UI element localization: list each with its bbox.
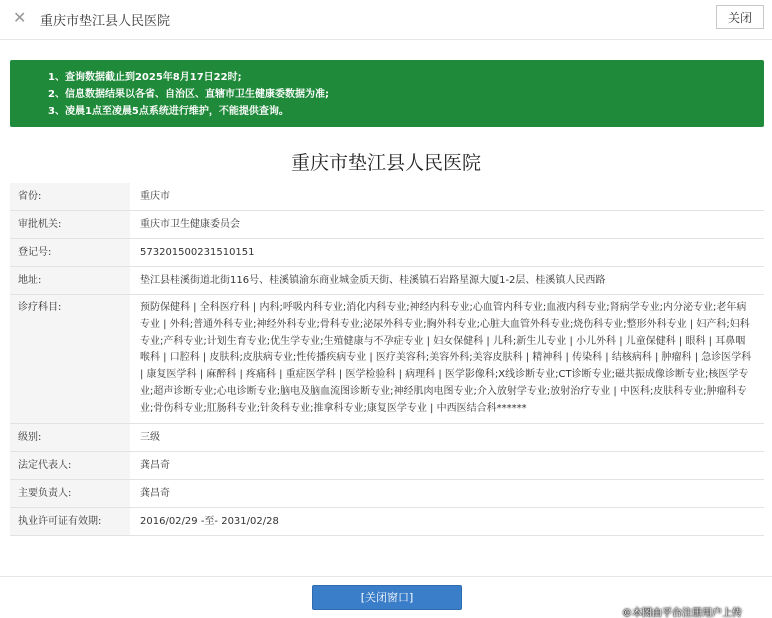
table-row <box>10 267 764 295</box>
field-label: 省份: <box>10 183 130 211</box>
notice-item: 2、信息数据结果以各省、自治区、直辖市卫生健康委数据为准; <box>48 89 329 100</box>
table-row <box>10 423 764 451</box>
table-row <box>10 183 764 211</box>
field-label: 法定代表人: <box>10 451 130 479</box>
notice-banner <box>10 60 764 127</box>
field-value: 重庆市 <box>130 183 764 211</box>
field-value: 重庆市卫生健康委员会 <box>130 211 764 239</box>
window-title: 重庆市垫江县人民医院 <box>40 14 171 29</box>
table-row <box>10 451 764 479</box>
hospital-info-table <box>10 183 764 536</box>
top-bar <box>0 0 772 40</box>
field-value: 573201500231510151 <box>130 239 764 267</box>
close-window-button[interactable]: [关闭窗口] <box>312 585 462 610</box>
page-title: 重庆市垫江县人民医院 <box>290 152 481 174</box>
table-row <box>10 507 764 535</box>
field-label: 主要负责人: <box>10 479 130 507</box>
field-label: 执业许可证有效期: <box>10 507 130 535</box>
field-label: 级别: <box>10 423 130 451</box>
field-label: 审批机关: <box>10 211 130 239</box>
field-label: 地址: <box>10 267 130 295</box>
field-value: 龚昌奇 <box>130 479 764 507</box>
field-label: 诊疗科目: <box>10 295 130 424</box>
close-icon[interactable]: ✕ <box>13 8 27 27</box>
field-value: 垫江县桂溪街道北街116号、桂溪镇渝东商业城金质天街、桂溪镇石岩路星源大厦1-2层、桂溪镇人民西路 <box>130 267 764 295</box>
field-label: 登记号: <box>10 239 130 267</box>
notice-item: 1、查询数据截止到2025年8月17日22时; <box>48 72 242 83</box>
bottom-bar <box>0 576 772 618</box>
upload-credit: ©本图由平台注册用户上传 <box>622 608 742 618</box>
field-value: 2016/02/29 -至- 2031/02/28 <box>130 507 764 535</box>
table-row <box>10 239 764 267</box>
table-row <box>10 295 764 424</box>
field-value: 龚昌奇 <box>130 451 764 479</box>
notice-item: 3、凌晨1点至凌晨5点系统进行维护，不能提供查询。 <box>48 106 289 117</box>
table-row <box>10 479 764 507</box>
field-value: 三级 <box>130 423 764 451</box>
close-button[interactable]: 关闭 <box>716 5 764 29</box>
table-row <box>10 211 764 239</box>
field-value: 预防保健科 | 全科医疗科 | 内科;呼吸内科专业;消化内科专业;神经内科专业;心血管内科专业;血液内科专业;肾病学专业;内分泌专业;老年病专业 | 外科;普通外科专业;神经外科专业;骨科专业;泌尿外科专业;胸外科专业;心脏大血管外科专业;烧伤科专业;整形外科专业 | 妇产科;妇科专业;产科专业;计划生育专业;优生学专业;生殖健康与不孕症专业 | 妇女保健科 | 儿科;新生儿专业 | 小儿外科 | 儿童保健科 | 眼科 | 耳鼻咽喉科 | 口腔科 | 皮肤科;皮肤病专业;性传播疾病专业 | 医疗美容科;美容外科;美容皮肤科 | 精神科 | 传染科 | 结核病科 | 肿瘤科 | 急诊医学科 | 康复医学科 | 麻醉科 | 疼痛科 | 重症医学科 | 医学检验科 | 病理科 | 医学影像科;X线诊断专业;CT诊断专业;磁共振成像诊断专业;核医学专业;超声诊断专业;心电诊断专业;脑电及脑血流图诊断专业;神经肌肉电图专业;介入放射学专业;放射治疗专业 | 中医科;皮肤科专业;肿瘤科专业;骨伤科专业;肛肠科专业;针灸科专业;推拿科专业;康复医学专业 | 中西医结合科****** <box>130 295 764 424</box>
